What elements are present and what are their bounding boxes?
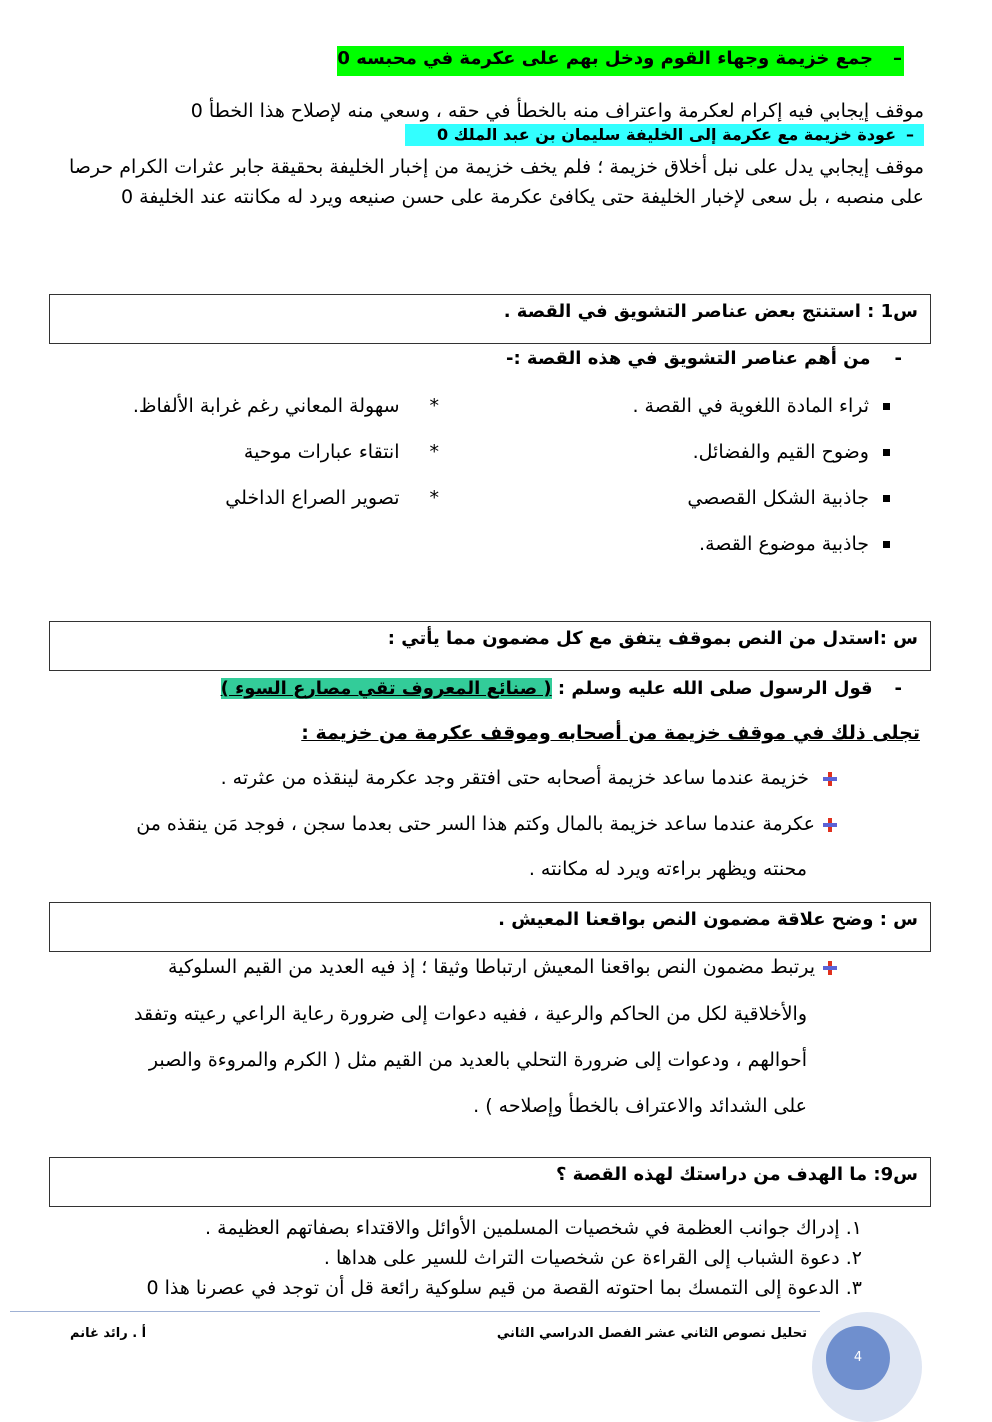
q1-question: س1 : استنتج بعض عناصر التشويق في القصة . xyxy=(503,301,918,322)
bullet-icon xyxy=(883,449,890,456)
q1-answer-heading: -من أهم عناصر التشويق في هذه القصة :- xyxy=(505,348,902,369)
q9-item-1: ١. إدراك جوانب العظمة في شخصيات المسلمين الأوائل والاقتداء بصفاتهم العظيمة . xyxy=(205,1217,862,1239)
q1-right-item-2: وضوح القيم والفضائل. xyxy=(693,441,890,463)
dash2: – xyxy=(906,125,914,144)
heading2: –عودة خزيمة مع عكرمة إلى الخليفة سليمان بن عبد الملك 0 xyxy=(437,125,914,144)
q2-point-1: خزيمة عندما ساعد خزيمة أصحابه حتى افتقر وجد عكرمة لينقذه من عثرته . xyxy=(221,767,837,789)
q9-item-3: ٣. الدعوة إلى التمسك بما احتوته القصة من قيم سلوكية رائعة قل أن توجد في عصرنا هذا 0 xyxy=(146,1277,862,1299)
footer-author: أ . رائد غانم xyxy=(70,1326,147,1341)
hadith-text: ( صنائع المعروف تقي مصارع السوء ) xyxy=(220,678,552,699)
dash: – xyxy=(893,48,902,69)
bullet-icon xyxy=(883,541,890,548)
para1: موقف إيجابي فيه إكرام لعكرمة واعتراف منه بالخطأ في حقه ، وسعي منه لإصلاح هذا الخطأ 0 xyxy=(190,100,924,122)
q3-answer-line-2: والأخلاقية لكل من الحاكم والرعية ، ففيه دعوات إلى ضرورة رعاية الراعي رعيته وتفقد xyxy=(134,1003,807,1025)
footer-title: تحليل نصوص الثاني عشر الفصل الدراسي الثاني xyxy=(496,1326,807,1341)
q9-question: س9: ما الهدف من دراستك لهذه القصة ؟ xyxy=(555,1164,918,1185)
q2-hadith: -قول الرسول صلى الله عليه وسلم : ( صنائع المعروف تقي مصارع السوء ) xyxy=(220,678,902,699)
q1-left-item-1: *سهولة المعاني رغم غرابة الألفاظ. xyxy=(132,395,439,417)
q1-box xyxy=(49,294,931,344)
plus-bullet-icon xyxy=(823,961,837,975)
bullet-icon xyxy=(883,495,890,502)
plus-bullet-icon xyxy=(823,772,837,786)
q2-box xyxy=(49,621,931,671)
plus-bullet-icon xyxy=(823,818,837,832)
bullet-icon xyxy=(883,403,890,410)
q9-box xyxy=(49,1157,931,1207)
q1-right-item-1: ثراء المادة اللغوية في القصة . xyxy=(632,395,890,417)
footer-line xyxy=(10,1311,820,1312)
page-number: 4 xyxy=(826,1326,890,1390)
q3-answer-line-4: على الشدائد والاعتراف بالخطأ وإصلاحه ) . xyxy=(473,1095,807,1117)
q2-question: س :استدل من النص بموقف يتفق مع كل مضمون مما يأتي : xyxy=(387,628,918,649)
q2-intro: تجلى ذلك في موقف خزيمة من أصحابه وموقف عكرمة من خزيمة : xyxy=(301,722,920,744)
q3-answer-line-3: أحوالهم ، ودعوات إلى ضرورة التحلي بالعديد من القيم مثل ( الكرم والمروءة والصبر xyxy=(148,1049,807,1071)
q2-point-2-cont: محنته ويظهر براءته ويرد له مكانته . xyxy=(528,858,807,880)
q1-left-item-2: *انتقاء عبارات موحية xyxy=(243,441,439,463)
q1-left-item-3: *تصوير الصراع الداخلي xyxy=(225,487,439,509)
q1-right-item-3: جاذبية الشكل القصصي xyxy=(687,487,890,509)
heading1: –جمع خزيمة وجهاء القوم ودخل بهم على عكرمة في محبسه 0 xyxy=(337,48,902,69)
q3-box xyxy=(49,902,931,952)
para2: موقف إيجابي يدل على نبل أخلاق خزيمة ؛ فلم يخف خزيمة من إخبار الخليفة بحقيقة جابر عثرات الكرام حرصا على منصبه ، بل سعى لإخبار الخليفة حتى يكافئ عكرمة على حسن صنيعه ويرد له مكانته عند الخليفة 0 xyxy=(69,156,924,208)
q2-point-2: عكرمة عندما ساعد خزيمة بالمال وكتم هذا السر حتى بعدما سجن ، فوجد مَن ينقذه من xyxy=(77,813,837,835)
q9-item-2: ٢. دعوة الشباب إلى القراءة عن شخصيات التراث للسير على هداها . xyxy=(323,1247,862,1269)
q1-right-item-4: جاذبية موضوع القصة. xyxy=(699,533,890,555)
q3-answer-line-1: يرتبط مضمون النص بواقعنا المعيش ارتباطا وثيقا ؛ إذ فيه العديد من القيم السلوكية xyxy=(57,956,837,978)
q3-question: س : وضح علاقة مضمون النص بواقعنا المعيش . xyxy=(498,909,918,930)
